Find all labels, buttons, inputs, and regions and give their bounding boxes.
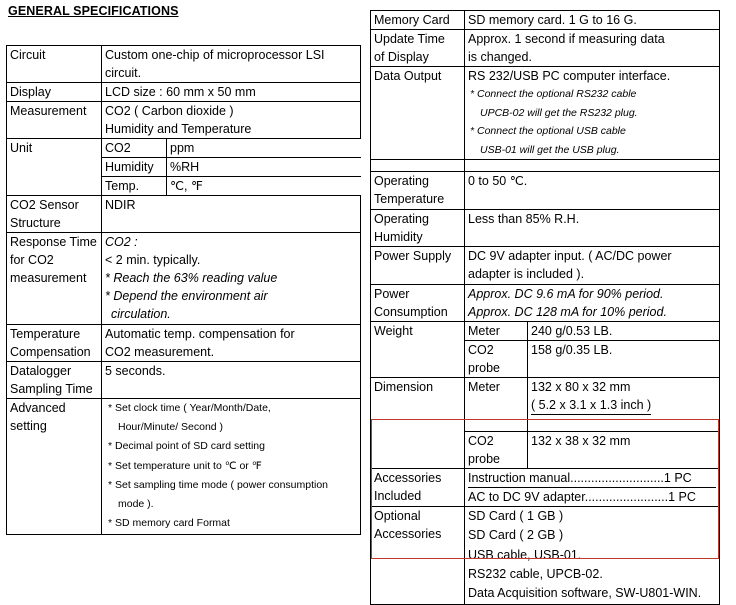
weight-name: CO2 probe (465, 341, 528, 378)
unit-name: CO2 (102, 139, 167, 158)
power-value: DC 9V adapter input. ( AC/DC power adapter is included ). (465, 247, 720, 285)
right-spec-table (370, 10, 720, 605)
dimension-probe-name: CO2 probe (465, 432, 528, 469)
display-value: LCD size : 60 mm x 50 mm (102, 83, 361, 102)
weight-value: 240 g/0.53 LB. (528, 322, 720, 341)
unit-value: ℃, ℉ (167, 177, 361, 196)
sensor-value: NDIR (102, 196, 361, 233)
memory-value: SD memory card. 1 G to 16 G. (465, 11, 720, 30)
weight-value: 158 g/0.35 LB. (528, 341, 720, 378)
unit-name: Humidity (102, 158, 167, 177)
accessories-label: Accessories Included (371, 469, 465, 507)
unit-label: Unit (7, 139, 102, 196)
accessories-value: Instruction manual...........................1 PC AC to DC 9V adapter........................1 PC (465, 469, 720, 507)
response-label: Response Time for CO2 measurement (7, 233, 102, 325)
advanced-label: Advanced setting (7, 399, 102, 535)
weight-label: Weight (371, 322, 465, 378)
consumption-value: Approx. DC 9.6 mA for 90% period. Approx. DC 128 mA for 10% period. (465, 285, 720, 322)
output-value: RS 232/USB PC computer interface. * Connect the optional RS232 cable UPCB-02 will get the RS232 plug. * Connect the optional USB cable USB-01 will get the USB plug. (465, 67, 720, 160)
sensor-label: CO2 Sensor Structure (7, 196, 102, 233)
unit-value: %RH (167, 158, 361, 177)
response-value: CO2 : < 2 min. typically. * Reach the 63% reading value * Depend the environment air circulation. (102, 233, 361, 325)
dimension-meter-value: 132 x 80 x 32 mm ( 5.2 x 3.1 x 1.3 inch ) (528, 378, 720, 432)
optional-value: SD Card ( 1 GB ) SD Card ( 2 GB ) USB cable, USB-01. RS232 cable, UPCB-02. Data Acquisition software, SW-U801-WIN. (465, 507, 720, 605)
circuit-label: Circuit (7, 46, 102, 83)
temperature-value: Automatic temp. compensation for CO2 measurement. (102, 325, 361, 362)
datalogger-label: Datalogger Sampling Time (7, 362, 102, 399)
output-label: Data Output (371, 67, 465, 160)
measurement-label: Measurement (7, 102, 102, 139)
ophum-label: Operating Humidity (371, 210, 465, 247)
unit-value: ppm (167, 139, 361, 158)
optemp-value: 0 to 50 ℃. (465, 172, 720, 210)
left-spec-table (6, 45, 361, 535)
unit-name: Temp. (102, 177, 167, 196)
measurement-value: CO2 ( Carbon dioxide ) Humidity and Temperature (102, 102, 361, 139)
blank-label (371, 160, 465, 172)
blank-value (465, 160, 720, 172)
update-value: Approx. 1 second if measuring data is changed. (465, 30, 720, 67)
circuit-value: Custom one-chip of microprocessor LSI circuit. (102, 46, 361, 83)
power-label: Power Supply (371, 247, 465, 285)
temperature-label: Temperature Compensation (7, 325, 102, 362)
ophum-value: Less than 85% R.H. (465, 210, 720, 247)
memory-label: Memory Card (371, 11, 465, 30)
dimension-meter-name: Meter (465, 378, 528, 432)
dimension-probe-value: 132 x 38 x 32 mm (528, 432, 720, 469)
consumption-label: Power Consumption (371, 285, 465, 322)
display-label: Display (7, 83, 102, 102)
page-title: GENERAL SPECIFICATIONS (8, 4, 179, 18)
weight-name: Meter (465, 322, 528, 341)
datalogger-value: 5 seconds. (102, 362, 361, 399)
update-label: Update Time of Display (371, 30, 465, 67)
optemp-label: Operating Temperature (371, 172, 465, 210)
advanced-value: * Set clock time ( Year/Month/Date, Hour/Minute/ Second ) * Decimal point of SD card setting * Set temperature unit to ℃ or ℉ * Set sampling time mode ( power consumption mode ). * SD memory card Format (102, 399, 361, 535)
dimension-label: Dimension (371, 378, 465, 469)
optional-label: Optional Accessories (371, 507, 465, 605)
